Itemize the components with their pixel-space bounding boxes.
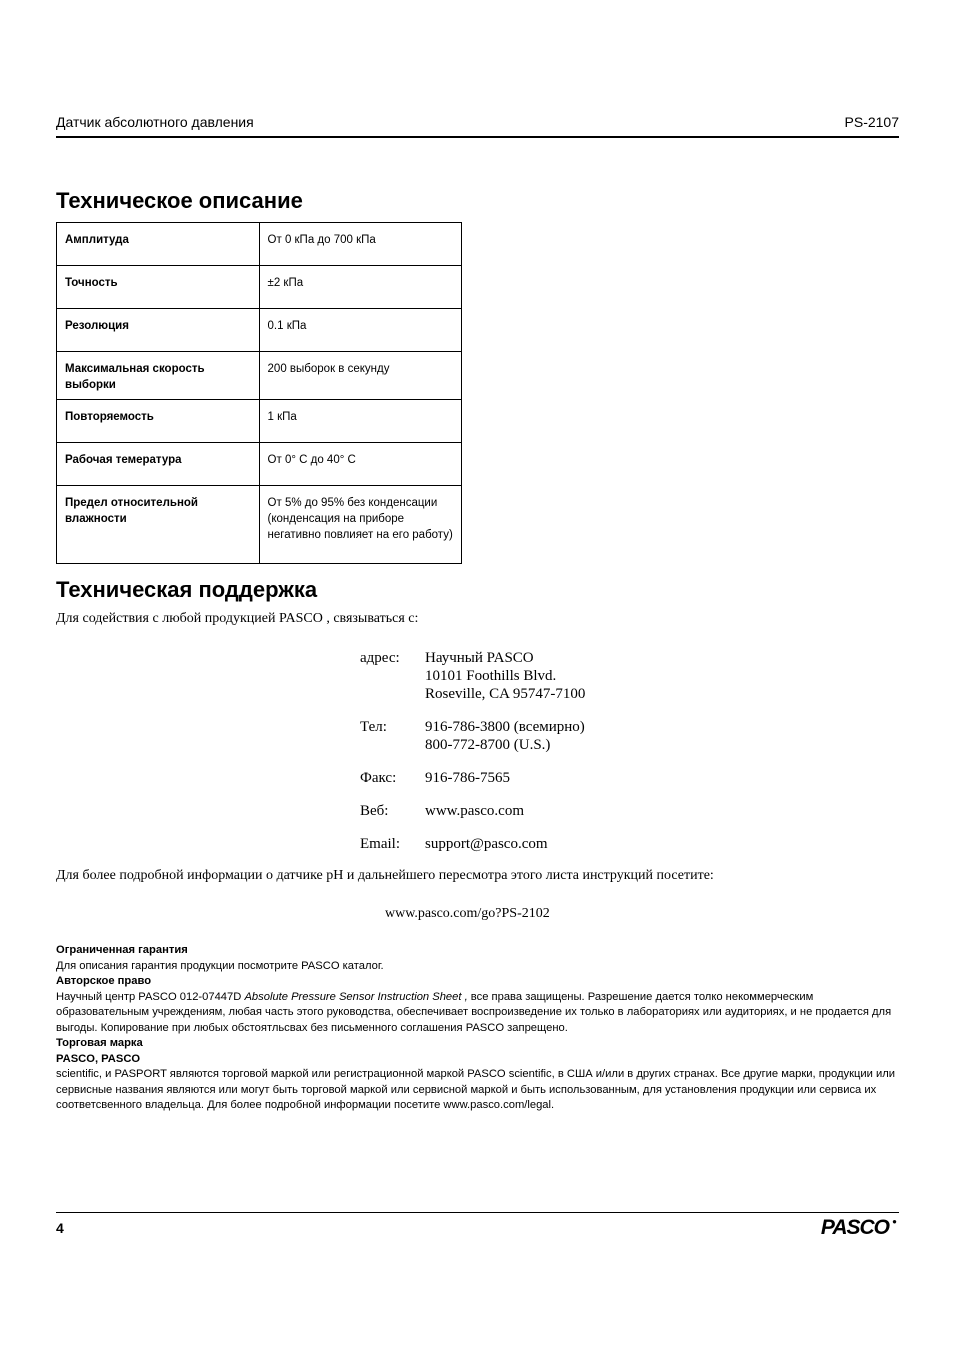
trademark-text: scientific, и PASPORT являются торговой маркой или регистрационной маркой PASCO scientific, в США и/или в других странах. Все другие марки, продукции или сервисные названия являются или могут быть торговой маркой или сервисной маркой и быть использованным, для установления продукции или сервиса их соответсвенного владельца. Для более подробной информации посетите www.pasco.com/legal. (56, 1068, 896, 1111)
spec-value: 1 кПа (259, 400, 461, 443)
address-value (425, 649, 585, 703)
phone-line: 916-786-3800 (всемирно) (425, 719, 585, 735)
table-row (57, 309, 462, 352)
pasco-logo: PASCO (820, 1216, 889, 1239)
page-footer (56, 1212, 899, 1243)
spec-label: Повторяемость (57, 400, 260, 443)
specs-heading: Техническое описание (56, 188, 303, 213)
table-row (57, 486, 462, 564)
phone-line: 800-772-8700 (U.S.) (425, 737, 551, 753)
spec-value: От 0° C до 40° C (259, 443, 461, 486)
document-title: Датчик абсолютного давления (56, 114, 254, 130)
legal-section (56, 943, 896, 1114)
spec-value: ±2 кПа (259, 266, 461, 309)
specs-table (56, 222, 462, 564)
registered-mark-icon: ● (892, 1217, 897, 1226)
warranty-heading: Ограниченная гарантия (56, 944, 188, 956)
spec-label: Точность (57, 266, 260, 309)
spec-value: 0.1 кПа (259, 309, 461, 352)
copyright-body: все права защищены. Разрешение дается толко некоммерческим образовательным учреждениям, любая часть этого руководства, обеспечивает воспроизведение их только в лабораториях или аудиториях, и не продается для выгоды. Копирование при любых обстоятльсвах без письменного соглашения PASCO запрещено. (56, 990, 892, 1034)
table-row (57, 266, 462, 309)
copyright-text (56, 990, 896, 1037)
support-heading: Техническая поддержка (56, 577, 318, 602)
address-line: Научный PASCO (425, 650, 534, 666)
phone-label: Тел: (360, 719, 387, 735)
spec-label: Резолюция (57, 309, 260, 352)
address-label: адрес: (360, 650, 400, 666)
phone-value (425, 718, 585, 754)
email-link[interactable]: support@pasco.com (425, 836, 548, 852)
web-link[interactable]: www.pasco.com (425, 803, 525, 819)
more-info-link[interactable]: www.pasco.com/go?PS-2102 (385, 906, 550, 921)
table-row (57, 400, 462, 443)
copyright-prefix: Научный центр PASCO 012-07447D (56, 990, 245, 1003)
table-row (57, 223, 462, 266)
spec-value: От 0 кПа до 700 кПа (259, 223, 461, 266)
page-header (56, 114, 899, 138)
more-info-text: Для более подробной информации о датчике pH и дальнейшего пересмотра этого листа инструкций посетите: (56, 868, 714, 883)
table-row (57, 443, 462, 486)
product-code: PS-2107 (844, 114, 899, 130)
spec-label: Максимальная скорость выборки (57, 352, 260, 400)
trademark-subheading: PASCO, PASCO (56, 1052, 141, 1065)
support-intro: Для содействия с любой продукцией PASCO , связываться с: (56, 611, 419, 626)
copyright-heading: Авторское право (56, 975, 152, 987)
address-line: Roseville, CA 95747-7100 (425, 686, 586, 702)
spec-value: 200 выборок в секунду (259, 352, 461, 400)
spec-label: Рабочая темература (57, 443, 260, 486)
email-label: Email: (360, 836, 400, 852)
spec-label: Амплитуда (57, 223, 260, 266)
page-number: 4 (56, 1220, 64, 1236)
trademark-heading: Торговая марка (56, 1037, 143, 1049)
warranty-text: Для описания гарантия продукции посмотрите PASCO каталог. (56, 959, 384, 972)
fax-label: Факс: (360, 770, 397, 786)
copyright-doc-title: Absolute Pressure Sensor Instruction Sheet , (244, 990, 468, 1003)
web-label: Веб: (360, 803, 389, 819)
spec-label: Предел относительной влажности (57, 486, 260, 564)
fax-value: 916-786-7565 (425, 770, 510, 786)
spec-value: От 5% до 95% без конденсации (конденсация на приборе негативно повлияет на его работу) (259, 486, 461, 564)
address-line: 10101 Foothills Blvd. (425, 668, 557, 684)
table-row (57, 352, 462, 400)
